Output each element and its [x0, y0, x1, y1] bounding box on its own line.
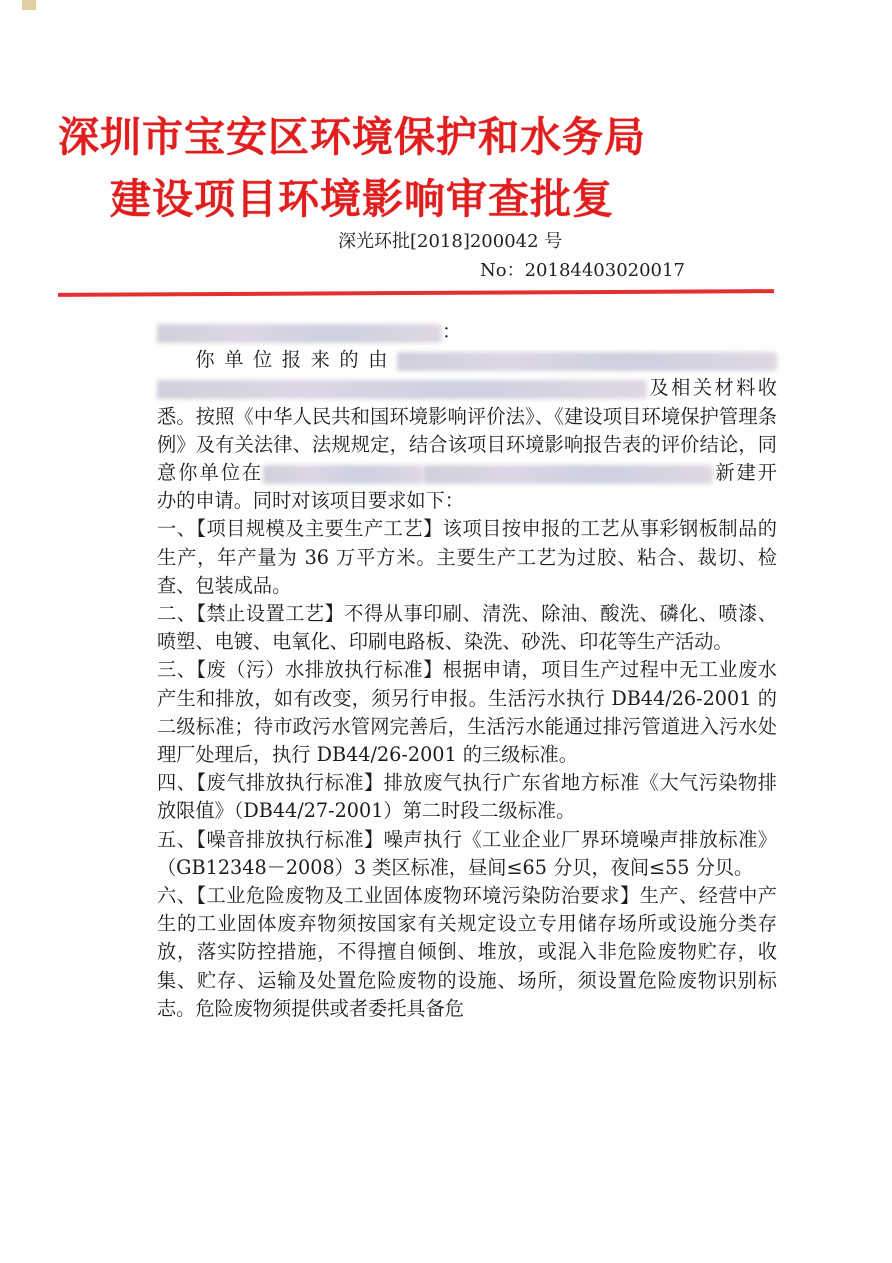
document-body — [157, 318, 777, 1023]
document-title-line2: 建设项目环境影响审查批复 — [110, 175, 614, 223]
red-divider — [58, 289, 774, 297]
requirement-2: 二、【禁止设置工艺】不得从事印刷、清洗、除油、酸洗、磷化、喷漆、喷塑、电镀、电氧化、印刷电路板、染洗、砂洗、印花等生产活动。 — [157, 602, 777, 654]
document-title-line1: 深圳市宝安区环境保护和水务局 — [58, 113, 646, 161]
requirement-1: 一、【项目规模及主要生产工艺】该项目按申报的工艺从事彩钢板制品的生产，年产量为 36 万平方米。主要生产工艺为过胶、粘合、裁切、检查、包装成品。 — [157, 517, 777, 597]
requirement-4: 四、【废气排放执行标准】排放废气执行广东省地方标准《大气污染物排放限值》（DB44/27-2001）第二时段二级标准。 — [157, 771, 777, 823]
paragraph-intro — [157, 346, 777, 515]
requirement-6: 六、【工业危险废物及工业固体废物环境污染防治要求】生产、经营中产生的工业固体废弃物须按国家有关规定设立专用储存场所或设施分类存放，落实防控措施，不得擅自倾倒、堆放，或混入非危险废物贮存，收集、贮存、运输及处置危险废物的设施、场所，须设置危险废物识别标志。危险废物须提供或者委托具备危 — [157, 884, 777, 1020]
serial-number: No：20184403020017 — [480, 260, 685, 281]
intro-text-b: 及相关材料收悉。按照《中华人民共和国环境影响评价法》、《建设项目环境保护管理条例》及有关法律、法规规定，结合该项目环境影响报告表的评价结论，同意你单位在 — [157, 376, 777, 485]
addressee-colon: ： — [442, 320, 462, 343]
addressee-line — [157, 318, 777, 346]
requirement-5: 五、【噪音排放执行标准】噪声执行《工业企业厂界环境噪声排放标准》（GB12348－2008）3 类区标准，昼间≤65 分贝，夜间≤55 分贝。 — [157, 827, 777, 879]
intro-text-c: 新建开办的申请。同时对该项目要求如下： — [157, 461, 777, 513]
requirement-3: 三、【废（污）水排放执行标准】根据申请，项目生产过程中无工业废水产生和排放，如有改变，须另行申报。生活污水执行 DB44/26-2001 的二级标准；待市政污水管网完善后，生活污水能通过排污管道进入污水处理厂处理后，执行 DB44/26-2001 的三级标准。 — [157, 658, 777, 767]
scan-artifact — [22, 0, 36, 10]
intro-text-a: 你单位报来的由 — [195, 348, 397, 372]
redacted-project-name — [397, 352, 777, 371]
redacted-company-name — [157, 324, 442, 343]
redacted-address-cont — [423, 465, 713, 484]
redacted-address — [263, 465, 423, 484]
document-number: 深光环批[2018]200042 号 — [338, 231, 563, 252]
redacted-project-name-cont — [157, 380, 647, 399]
